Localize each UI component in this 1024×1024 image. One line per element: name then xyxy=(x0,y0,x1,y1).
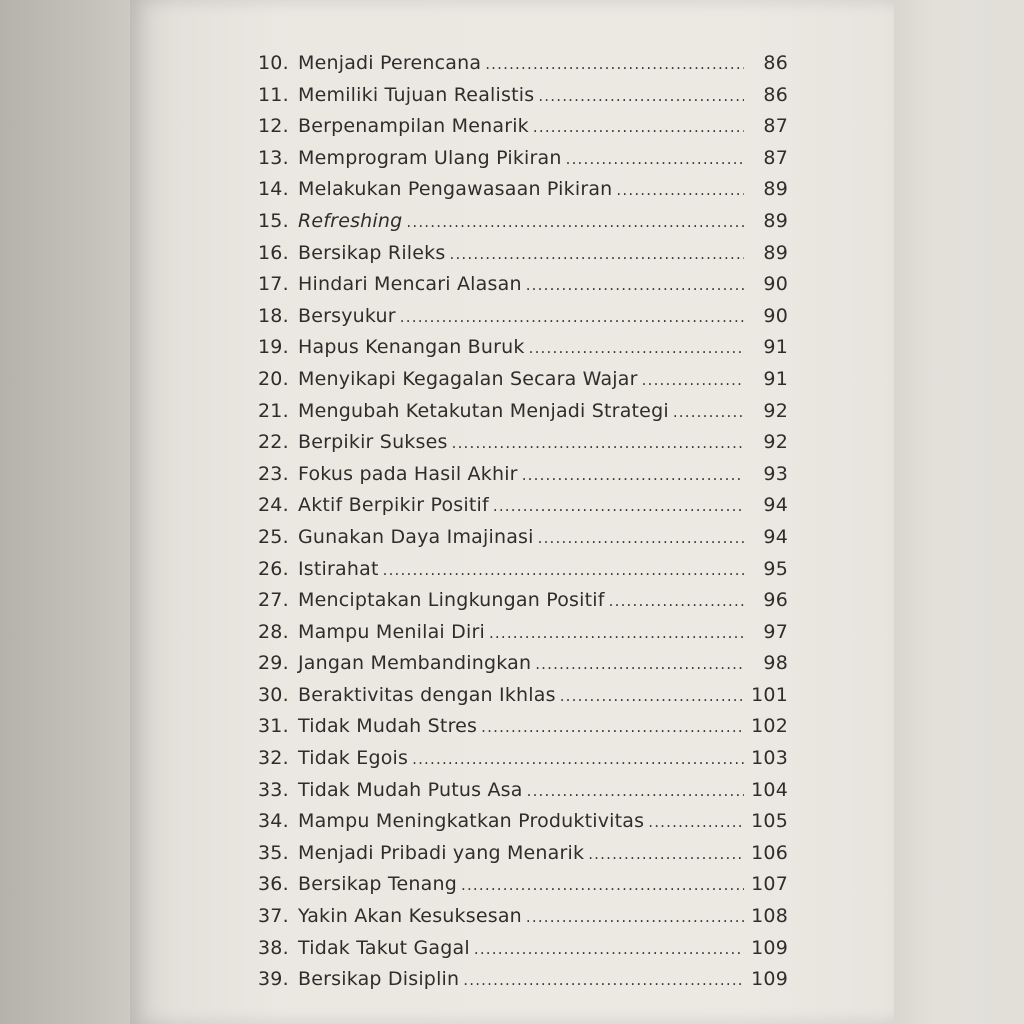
toc-entry-number: 26. xyxy=(258,557,289,580)
toc-entry-number: 31. xyxy=(258,715,289,738)
toc-entry-page-number: 109 xyxy=(751,936,788,959)
toc-entry xyxy=(258,526,788,558)
toc-entry xyxy=(258,842,788,874)
toc-entry xyxy=(258,115,788,147)
toc-entry-page-number: 86 xyxy=(763,83,788,106)
toc-entry-number: 39. xyxy=(258,968,289,991)
toc-entry-title: Memiliki Tujuan Realistis xyxy=(298,83,535,106)
dot-leader xyxy=(383,561,744,579)
adjacent-page-margin xyxy=(894,0,1024,1024)
toc-entry xyxy=(258,178,788,210)
dot-leader xyxy=(522,466,744,484)
toc-entry-title: Aktif Berpikir Positif xyxy=(298,494,489,517)
toc-entry-page-number: 89 xyxy=(763,209,788,232)
toc-entry xyxy=(258,621,788,653)
toc-entry-number: 23. xyxy=(258,462,289,485)
toc-entry-page-number: 91 xyxy=(763,367,788,390)
toc-entry-title: Istirahat xyxy=(298,557,379,580)
toc-entry-page-number: 89 xyxy=(763,178,788,201)
toc-entry-page-number: 97 xyxy=(763,620,788,643)
toc-entry-title: Tidak Mudah Stres xyxy=(298,715,478,738)
dot-leader xyxy=(616,181,744,199)
dot-leader xyxy=(489,624,744,642)
dot-leader xyxy=(463,971,744,989)
toc-entry xyxy=(258,652,788,684)
toc-entry xyxy=(258,684,788,716)
dot-leader xyxy=(538,87,744,105)
toc-entry-title: Menjadi Pribadi yang Menarik xyxy=(298,841,585,864)
dot-leader xyxy=(461,876,744,894)
toc-entry xyxy=(258,558,788,590)
toc-entry-title: Fokus pada Hasil Akhir xyxy=(298,462,518,485)
toc-entry-number: 10. xyxy=(258,52,289,74)
toc-entry-number: 20. xyxy=(258,367,289,390)
dot-leader xyxy=(493,497,744,515)
toc-entry xyxy=(258,147,788,179)
toc-entry-number: 28. xyxy=(258,620,289,643)
dot-leader xyxy=(560,687,744,705)
toc-entry xyxy=(258,210,788,242)
dot-leader xyxy=(588,845,744,863)
toc-entry-title: Bersikap Tenang xyxy=(298,873,457,896)
toc-entry-number: 14. xyxy=(258,178,289,201)
toc-entry-number: 22. xyxy=(258,431,289,454)
toc-entry-title: Tidak Takut Gagal xyxy=(298,936,470,959)
toc-entry-page-number: 105 xyxy=(751,810,788,833)
toc-entry-page-number: 102 xyxy=(751,715,788,738)
toc-entry-page-number: 89 xyxy=(763,241,788,264)
toc-entry-title: Mampu Meningkatkan Produktivitas xyxy=(298,810,645,833)
dot-leader xyxy=(673,403,744,421)
toc-entry xyxy=(258,810,788,842)
dot-leader xyxy=(406,213,744,231)
toc-entry-number: 12. xyxy=(258,115,289,138)
toc-entry-number: 21. xyxy=(258,399,289,422)
toc-entry xyxy=(258,968,788,1000)
toc-entry-number: 24. xyxy=(258,494,289,517)
toc-entry xyxy=(258,494,788,526)
toc-entry xyxy=(258,779,788,811)
dot-leader xyxy=(535,655,744,673)
toc-entry-page-number: 92 xyxy=(763,399,788,422)
toc-entry-number: 11. xyxy=(258,83,289,106)
previous-page-edge xyxy=(0,0,130,1024)
toc-entry xyxy=(258,937,788,969)
toc-entry-title: Memprogram Ulang Pikiran xyxy=(298,146,562,169)
dot-leader xyxy=(642,371,744,389)
toc-entry-page-number: 86 xyxy=(763,52,788,74)
toc-entry-title: Bersikap Rileks xyxy=(298,241,446,264)
toc-entry xyxy=(258,431,788,463)
toc-entry-page-number: 109 xyxy=(751,968,788,991)
table-of-contents xyxy=(258,52,788,1000)
toc-entry-page-number: 94 xyxy=(763,494,788,517)
toc-entry-page-number: 94 xyxy=(763,525,788,548)
toc-entry xyxy=(258,273,788,305)
toc-entry-title: Berpikir Sukses xyxy=(298,431,448,454)
toc-entry-title: Mengubah Ketakutan Menjadi Strategi xyxy=(298,399,669,422)
dot-leader xyxy=(609,592,744,610)
toc-entry xyxy=(258,368,788,400)
toc-entry xyxy=(258,589,788,621)
dot-leader xyxy=(474,940,744,958)
dot-leader xyxy=(533,118,744,136)
toc-entry-page-number: 104 xyxy=(751,778,788,801)
toc-entry xyxy=(258,400,788,432)
toc-entry-page-number: 98 xyxy=(763,652,788,675)
dot-leader xyxy=(485,55,744,73)
toc-entry-title: Bersikap Disiplin xyxy=(298,968,460,991)
toc-entry-title: Jangan Membandingkan xyxy=(298,652,532,675)
dot-leader xyxy=(481,718,744,736)
toc-entry-number: 35. xyxy=(258,841,289,864)
toc-entry-title: Refreshing xyxy=(298,209,403,232)
dot-leader xyxy=(527,782,744,800)
toc-entry-title: Melakukan Pengawasaan Pikiran xyxy=(298,178,613,201)
toc-entry-title: Menjadi Perencana xyxy=(298,52,482,74)
toc-entry xyxy=(258,873,788,905)
toc-entry-number: 38. xyxy=(258,936,289,959)
toc-entry xyxy=(258,747,788,779)
toc-entry-title: Menciptakan Lingkungan Positif xyxy=(298,589,605,612)
toc-entry-page-number: 90 xyxy=(763,304,788,327)
toc-entry-page-number: 93 xyxy=(763,462,788,485)
toc-entry-page-number: 91 xyxy=(763,336,788,359)
toc-entry xyxy=(258,84,788,116)
toc-entry-number: 17. xyxy=(258,273,289,296)
toc-entry-number: 37. xyxy=(258,905,289,928)
toc-entry-title: Menyikapi Kegagalan Secara Wajar xyxy=(298,367,638,390)
toc-entry-title: Hapus Kenangan Buruk xyxy=(298,336,525,359)
toc-entry-number: 29. xyxy=(258,652,289,675)
dot-leader xyxy=(526,908,744,926)
toc-entry xyxy=(258,463,788,495)
toc-entry-number: 32. xyxy=(258,747,289,770)
dot-leader xyxy=(529,339,744,357)
toc-entry-page-number: 108 xyxy=(751,905,788,928)
toc-entry-page-number: 106 xyxy=(751,841,788,864)
toc-entry-page-number: 92 xyxy=(763,431,788,454)
toc-entry-number: 16. xyxy=(258,241,289,264)
toc-entry-page-number: 87 xyxy=(763,115,788,138)
toc-entry-page-number: 107 xyxy=(751,873,788,896)
toc-entry xyxy=(258,305,788,337)
dot-leader xyxy=(526,276,744,294)
dot-leader xyxy=(400,308,744,326)
toc-entry-number: 33. xyxy=(258,778,289,801)
toc-entry-title: Gunakan Daya Imajinasi xyxy=(298,525,534,548)
toc-entry-page-number: 103 xyxy=(751,747,788,770)
toc-entry-number: 18. xyxy=(258,304,289,327)
toc-entry-title: Berpenampilan Menarik xyxy=(298,115,529,138)
toc-entry-page-number: 101 xyxy=(751,683,788,706)
toc-entry-title: Beraktivitas dengan Ikhlas xyxy=(298,683,556,706)
toc-entry-title: Bersyukur xyxy=(298,304,396,327)
dot-leader xyxy=(566,150,744,168)
toc-entry-title: Yakin Akan Kesuksesan xyxy=(298,905,522,928)
toc-entry-number: 25. xyxy=(258,525,289,548)
toc-entry xyxy=(258,52,788,84)
dot-leader xyxy=(538,529,744,547)
dot-leader xyxy=(648,813,744,831)
toc-entry xyxy=(258,336,788,368)
toc-entry-title: Tidak Mudah Putus Asa xyxy=(298,778,523,801)
toc-entry-title: Tidak Egois xyxy=(298,747,409,770)
toc-entry-page-number: 87 xyxy=(763,146,788,169)
toc-entry xyxy=(258,715,788,747)
toc-entry-number: 36. xyxy=(258,873,289,896)
toc-entry-title: Hindari Mencari Alasan xyxy=(298,273,522,296)
toc-entry-number: 15. xyxy=(258,209,289,232)
toc-entry-number: 13. xyxy=(258,146,289,169)
toc-entry-page-number: 95 xyxy=(763,557,788,580)
toc-entry-number: 34. xyxy=(258,810,289,833)
dot-leader xyxy=(452,434,744,452)
toc-entry-number: 27. xyxy=(258,589,289,612)
toc-entry-page-number: 90 xyxy=(763,273,788,296)
toc-entry-number: 30. xyxy=(258,683,289,706)
toc-entry-title: Mampu Menilai Diri xyxy=(298,620,485,643)
toc-entry-number: 19. xyxy=(258,336,289,359)
toc-entry-page-number: 96 xyxy=(763,589,788,612)
toc-entry xyxy=(258,905,788,937)
toc-entry xyxy=(258,242,788,274)
dot-leader xyxy=(412,750,744,768)
dot-leader xyxy=(449,245,744,263)
